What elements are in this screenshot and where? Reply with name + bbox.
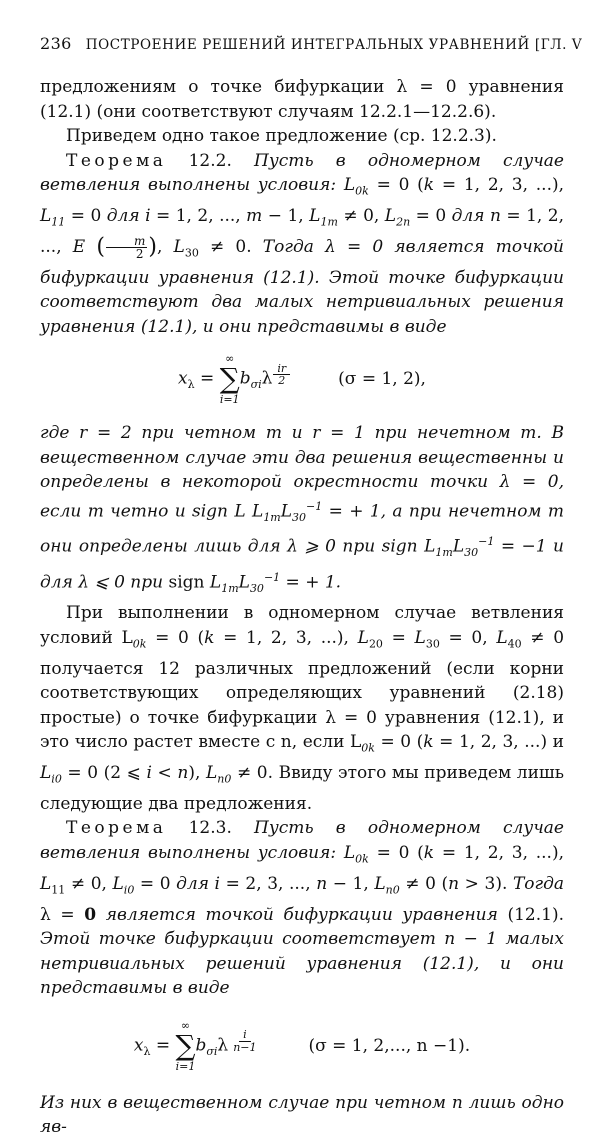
formula-12-2 [40, 341, 564, 417]
intro-text: предложениям о точке бифуркации λ = 0 уравнения (12.1) (они соответствуют случаям 12.2.1—12.2.6). [40, 77, 564, 122]
para2-text-a: При выполнении в одномерном случае ветвления условий L [40, 603, 564, 648]
formula2-lhs: x [133, 1035, 144, 1056]
formula1-exp-den: 2 [278, 374, 286, 388]
intro-second-text: Приведем одно такое предложение (ср. 12.2.3). [66, 126, 497, 146]
formula2-exp-num: i [239, 1029, 251, 1042]
running-head [40, 34, 583, 53]
theorem2-body: Этой точке бифуркации соответствует n − 1 малых нетривиальных решений уравнения (12.1), и они представимы в виде [40, 929, 564, 999]
formula2-term: b [195, 1035, 207, 1056]
theorem-12-2: Теорема 12.2. Пусть в одномерном случае ветвления выполнены условия: $L_{0k} = 0$ (k = 1, 2, 3, ...), $L_{11} = 0$ для i = 1, 2, ..., m − 1, $L_{1m} \ne 0$, $L_{2n} = 0$ для n = 1, 2, ..., E ( $\frac{m}{2}$ ), $L_{30} \ne 0$. Тогда λ = 0 является точкой бифуркации уравнения (12.1). Этой точке бифуркации соответствуют два малых нетривиальных решения уравнения (12.1), и они представимы в виде [40, 150, 565, 337]
formula1-term-sub: σi [250, 378, 262, 392]
formula1-sum-sign: ∑ [219, 362, 240, 396]
theorem-number: 12.2. [166, 150, 232, 171]
formula2-lhs-sub: λ [143, 1044, 151, 1058]
theorem-label: Теорема [66, 150, 167, 171]
theorem-12-3: Теорема 12.3. Пусть в одномерном случае ветвления выполнены условия: $L_{0k} = 0$ (k = 1, 2, 3, ...), $L_{11} \ne 0$, $L_{i0} = 0$ для i = 2, 3, ..., n − 1, $L_{n0} \ne 0$ (n > 3). Тогда λ = 0 является точкой бифуркации уравнения (12.1). Этой точке бифуркации соответствует n − 1 малых нетривиальных решений уравнения (12.1), и они представимы в виде [40, 818, 565, 999]
formula2-eq: = [150, 1035, 171, 1056]
formula1-eq: = [194, 368, 215, 389]
formula-12-3 [40, 1007, 564, 1085]
formula1-lhs-sub: λ [187, 378, 195, 392]
formula2-term-sub: σi [206, 1044, 218, 1058]
formula1-lhs: x [178, 368, 188, 389]
formula2-sum-sign: ∑ [175, 1028, 196, 1062]
formula2-exponent [229, 1029, 260, 1053]
intro-second-paragraph [40, 124, 564, 149]
para2-text-b: получается 12 различных предложений (если корни соответствующих определяющих уравнений (2.18) простые) о точке бифуркации λ = 0 уравнения (12.1), и это число растет вместе с n, если L [40, 658, 564, 753]
after-formula-paragraph: где r = 2 при четном m и r = 1 при нечетном m. В вещественном случае эти два решения вещественны и определены в некоторой окрестности точки λ = 0, если m четно и sign L $L_{1m}L_{30}^{-1}$ = + 1, а при нечетном m они определены лишь для λ ⩾ 0 при sign $L_{1m}L_{30}^{-1} = -1$ и для λ ⩽ 0 при sign $L_{1m}L_{30}^{-1}$ = + 1. [40, 423, 565, 595]
after-formula-text: где r = 2 при четном m и r = 1 при нечетном m. В вещественном случае эти два решения вещественны и определены в некоторой окрестности точки λ = 0, если m четно и sign L [40, 423, 564, 522]
page-number: 236 [40, 34, 72, 53]
running-title: ПОСТРОЕНИЕ РЕШЕНИЙ ИНТЕГРАЛЬНЫХ УРАВНЕНИЙ [ГЛ. V [85, 37, 583, 53]
formula2-exp-den: n−1 [233, 1040, 257, 1054]
para2-text-c: Ввиду этого мы приведем лишь следующие два предложения. [40, 763, 564, 814]
formula2-sum-top: ∞ [180, 1018, 191, 1032]
theorem2-number: 12.3. [166, 818, 232, 839]
paragraph-conditions: При выполнении в одномерном случае ветвления условий $L_{0k} = 0$ (k = 1, 2, 3, ...), $L_{20} = L_{30} = 0$, $L_{40} \ne 0$ получается 12 различных предложений (если корни соответствующих определяющих уравнений (2.18) простые) о точке бифуркации λ = 0 уравнения (12.1), и это число растет вместе с n, если $L_{0k} = 0$ (k = 1, 2, 3, ...) и $L_{i0} = 0$ (2 ⩽ i < n), $L_{n0} \ne 0$. Ввиду этого мы приведем лишь следующие два предложения. [40, 603, 565, 814]
formula2-range: (σ = 1, 2,..., n −1). [308, 1035, 471, 1056]
formula1-sum-bottom: i=1 [219, 393, 240, 407]
formula2-lambda: λ [217, 1035, 229, 1056]
formula1-range: (σ = 1, 2), [338, 369, 426, 390]
intro-paragraph [40, 75, 564, 124]
last-line-text: Из них в вещественном случае при четном n лишь одно яв- [40, 1092, 564, 1138]
theorem-body-a: Пусть в одномерном случае ветвления выполнены условия: L [40, 150, 564, 195]
formula1-sum-top: ∞ [225, 352, 235, 366]
formula1-sum [220, 353, 240, 405]
formula1-lambda: λ [261, 368, 273, 389]
formula2-sum-bottom: i=1 [175, 1059, 196, 1073]
formula1-exp-num: ir [273, 363, 290, 376]
theorem-body-b: Тогда λ = 0 является точкой бифуркации уравнения (12.1). Этой точке бифуркации соответствуют два малых нетривиальных решения уравнения (12.1), и они представимы в виде [40, 236, 564, 337]
formula2-sum [176, 1020, 196, 1072]
formula1-exponent [273, 363, 290, 387]
last-line [40, 1091, 564, 1140]
theorem2-label: Теорема [66, 818, 167, 839]
formula1-term: b [239, 368, 251, 389]
